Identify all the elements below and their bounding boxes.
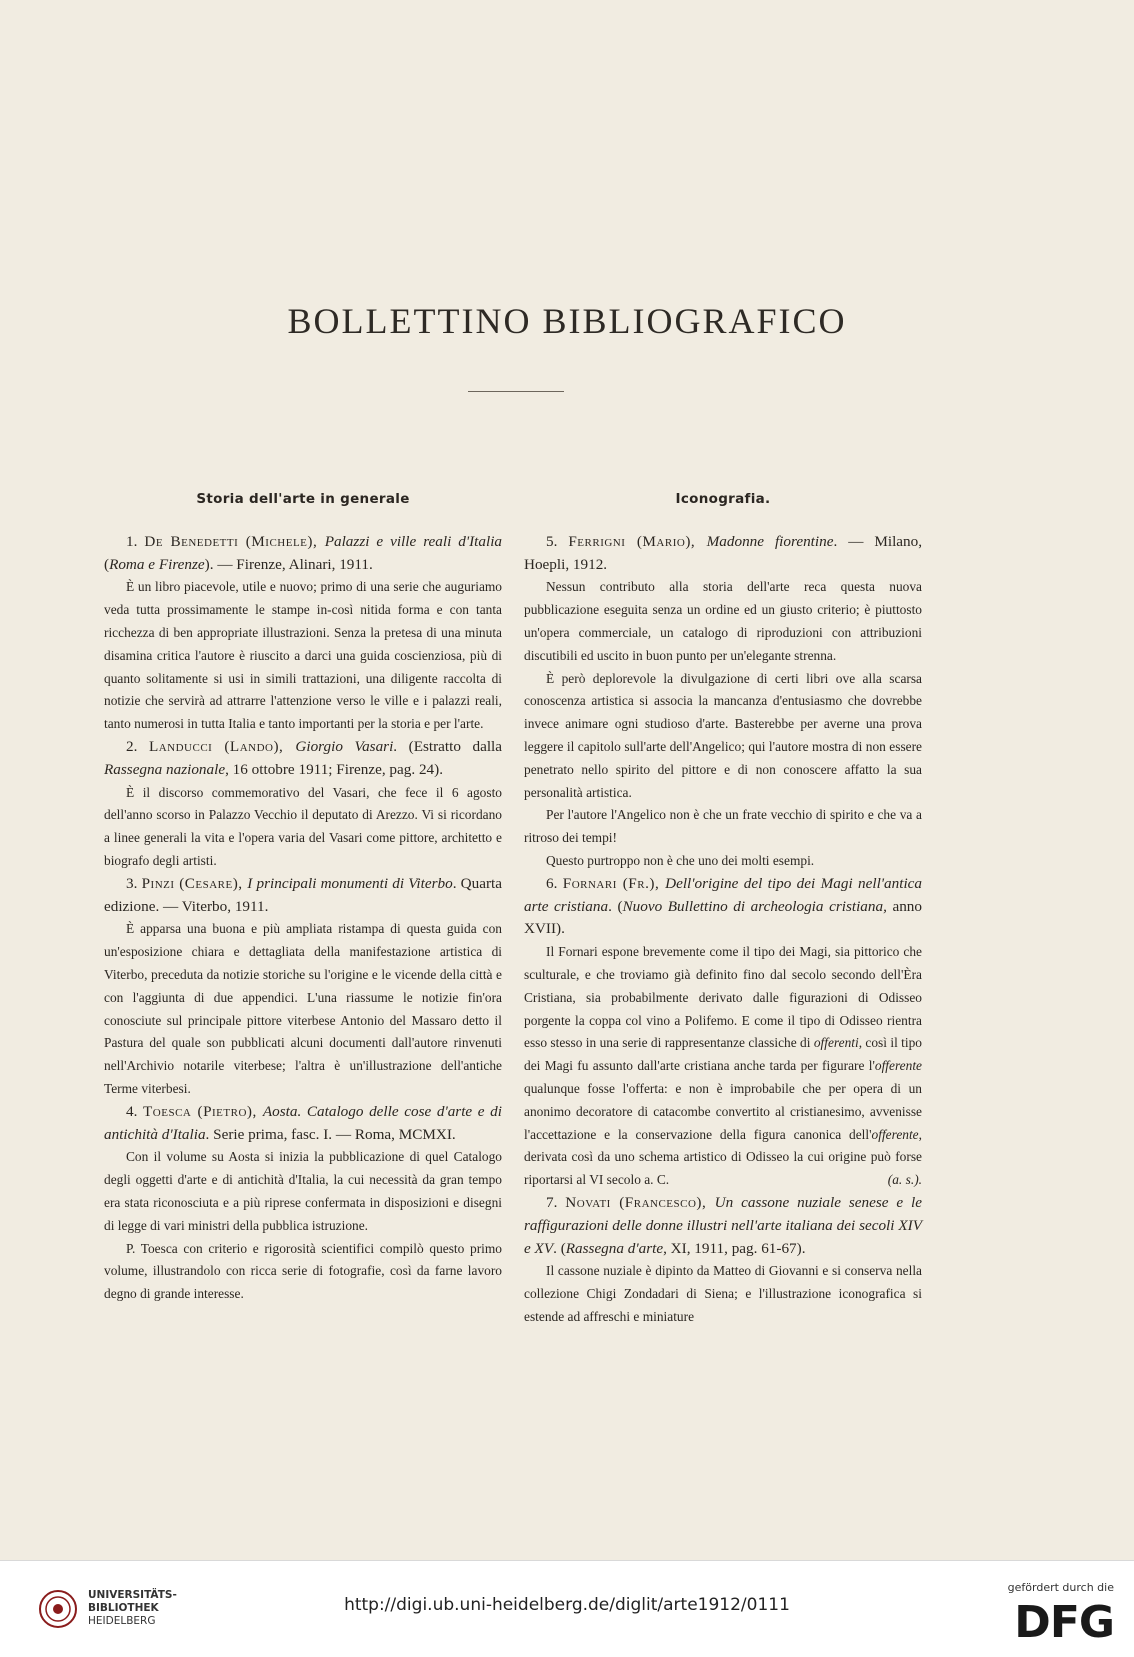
entry-title: Aosta. Catalogo delle cose d'arte e di antichità d'Italia: [104, 1102, 502, 1143]
entry-publication: anno XVII).: [524, 897, 922, 938]
text-run: , così il tipo dei Magi fu assunto dall'arte cristiana anche tarda per figurare l': [524, 1035, 922, 1074]
entry-subtitle: Roma e Firenze: [109, 555, 205, 573]
entry-author: Toesca (Pietro),: [143, 1102, 263, 1120]
entry-author: Fornari (Fr.),: [562, 874, 666, 892]
funding-note: gefördert durch die: [1007, 1581, 1114, 1594]
review-paragraph: Per l'autore l'Angelico non è che un frate vecchio di spirito e che va a ritroso dei tempi!: [524, 807, 922, 846]
entry-title: Dell'origine del tipo dei Magi nell'antica arte cristiana: [524, 874, 923, 915]
review-paragraph: È però deplorevole la divulgazione di certi libri ove alla scarsa conoscenza artistica si associa la mancanza d'entusiasmo che dovrebbe invece animare ogni studioso d'arte. Basterebbe per averne una prova leggere il capitolo sull'arte dell'Angelico; qui l'autore mostra di non essere penetrato nello spirito del pittore e di non conoscere affatto la sua personalità artistica.: [524, 670, 922, 800]
right-column: [524, 488, 922, 1329]
entry-publication: . Quarta edizione. — Viterbo, 1911.: [104, 874, 502, 915]
viewer-footer: [0, 1560, 1134, 1657]
entry-number: 4.: [126, 1102, 144, 1120]
entry-number: 7.: [546, 1193, 566, 1211]
entry-number: 1.: [126, 532, 145, 550]
review-paragraph: [524, 941, 922, 1192]
entry-subtitle: Nuovo Bullettino di archeologia cristiana,: [622, 897, 887, 915]
entry-title: Madonne fiorentine: [706, 532, 834, 550]
entry-publication: . Serie prima, fasc. I. — Roma, MCMXI.: [205, 1125, 456, 1143]
bib-entry-7: [524, 1192, 922, 1260]
entry-publication: , 16 ottobre 1911; Firenze, pag. 24).: [225, 760, 443, 778]
entry-title: Un cassone nuziale senese e le raffigurazioni delle donne illustri nell'arte italiana dei secoli XIV e XV: [524, 1193, 923, 1257]
review-paragraph: Il cassone nuziale è dipinto da Matteo di Giovanni e si conserva nella collezione Chigi Zondadari di Siena; e l'illustrazione iconografica si estende ad affreschi e miniature: [524, 1263, 922, 1324]
emphasis-offerenti: offerenti: [813, 1035, 859, 1051]
bib-entry-4: [104, 1101, 502, 1147]
emphasis-offerente: offerente: [874, 1058, 922, 1074]
entry-title: Palazzi e ville reali d'Italia: [324, 532, 503, 550]
review-paragraph: È il discorso commemorativo del Vasari, che fece il 6 agosto dell'anno scorso in Palazzo Vecchio il deputato di Arezzo. Vi si ricordano a linee generali la vita e l'opera varia del Vasari come pittore, architetto e biografo degli artisti.: [104, 784, 502, 868]
entry-subtitle: Rassegna nazionale: [104, 760, 226, 778]
section-heading-storia: Storia dell'arte in generale: [196, 491, 410, 507]
permalink-url[interactable]: http://digi.ub.uni-heidelberg.de/diglit/arte1912/0111: [344, 1595, 790, 1615]
entry-publication: , XI, 1911, pag. 61-67).: [663, 1239, 806, 1257]
title-divider: [468, 391, 564, 392]
review-paragraph: Con il volume su Aosta si inizia la pubblicazione di quel Catalogo degli oggetti d'arte e di antichità d'Italia, la cui necessità da gran tempo era stata riconosciuta e a più riprese confermata in disposizioni e disegni di legge di vari ministri della pubblica istruzione.: [104, 1149, 502, 1233]
bib-entry-6: [524, 873, 922, 941]
text-run: , derivata così da uno schema artistico di Odisseo la cui origine può forse riportarsi al VI secolo a. C.: [524, 1126, 922, 1188]
reviewer-initials: (a. s.).: [887, 1172, 922, 1188]
text-run: qualunque fosse l'offerta: e non è improbabile che per opera di un anonimo decoratore di catacombe convertito al cristianesimo, avvenisse l'accettazione e la conservazione della figura canonica dell': [524, 1080, 922, 1142]
entry-author: Novati (Francesco),: [565, 1193, 715, 1211]
library-line-2: BIBLIOTHEK: [88, 1602, 159, 1614]
bib-entry-2: [104, 736, 502, 782]
entry-number: 5.: [546, 532, 569, 550]
entry-separator: . (: [553, 1239, 566, 1257]
section-heading-iconografia: Iconografia.: [675, 491, 771, 507]
entry-author: Ferrigni (Mario),: [568, 532, 707, 550]
review-paragraph: Questo purtroppo non è che uno dei molti esempi.: [546, 852, 815, 868]
library-line-3: HEIDELBERG: [88, 1615, 156, 1627]
entry-author: Pinzi (Cesare),: [141, 874, 248, 892]
entry-author: Landucci (Lando),: [148, 737, 296, 755]
entry-subtitle: Rassegna d'arte: [565, 1239, 664, 1257]
review-paragraph: È apparsa una buona e più ampliata ristampa di questa guida con un'esposizione chiara e dettagliata della manifestazione artistica di Viterbo, preceduta da notizie storiche su l'origine e le vicende della città e con l'aggiunta di due appendici. L'una riassume le notizie fin'ora conosciute sul principale pittore viterbese Antonio del Massaro detto il Pastura del quale son pubblicati alcuni documenti dall'autore rinvenuti nell'Archivio notarile viterbese; l'altra è un'illustrazione dell'antiche Terme viterbesi.: [104, 921, 502, 1096]
entry-number: 3.: [126, 874, 142, 892]
bib-entry-3: [104, 873, 502, 919]
page-title: BOLLETTINO BIBLIOGRAFICO: [287, 301, 847, 341]
entry-author: De Benedetti (Michele),: [144, 532, 325, 550]
review-paragraph: P. Toesca con criterio e rigorosità scientifici compilò questo primo volume, illustrandolo con ricca serie di fotografie, così da farne lavoro degno di grande interesse.: [104, 1240, 502, 1302]
bib-entry-1: [104, 531, 502, 577]
emphasis-offerente: offerente: [871, 1126, 919, 1142]
entry-title: Giorgio Vasari: [295, 737, 394, 755]
entry-number: 2.: [126, 737, 149, 755]
entry-separator: (: [104, 555, 110, 573]
review-paragraph: È un libro piacevole, utile e nuovo; primo di una serie che auguriamo veda tutta prossimamente le stampe in-così nitida forma e con tanta ricchezza di ben appropriate illustrazioni. Senza la pretesa di una minuta disamina critica l'autore è riuscito a darci una guida coscienziosa, più di quanto solitamente si usi in simili trattazioni, una diligente raccolta di notizie che servirà ad attrarre l'attenzione verso le ville e i palazzi reali, tanto numerosi in tutta Italia e tanto importanti per la storia e per l'arte.: [104, 579, 502, 732]
dfg-logo: DFG: [1014, 1597, 1114, 1648]
entry-publication: . — Milano, Hoepli, 1912.: [524, 532, 923, 573]
text-run: Il Fornari espone brevemente come il tipo dei Magi, sia pittorico che sculturale, e che troviamo già definito fino dal secolo secondo dell'Èra Cristiana, sia probabilmente derivato dalle figurazioni di Odisseo porgente la coppa col vino a Polifemo. E come il tipo di Odisseo rientra esso stesso in una serie di rappresentanze classiche di: [524, 944, 922, 1051]
entry-title: I principali monumenti di Viterbo: [247, 874, 453, 892]
entry-number: 6.: [546, 874, 563, 892]
entry-separator: . (Estratto dalla: [393, 737, 502, 755]
review-paragraph: Nessun contributo alla storia dell'arte reca questa nuova pubblicazione eseguita senza un ordine ed un giusto criterio; è piuttosto un'opera commerciale, un catalogo di riproduzioni con attribuzioni discutibili ed uscito in buon punto per un'elegante strenna.: [524, 579, 922, 663]
bib-entry-5: [524, 531, 922, 577]
entry-publication: ). — Firenze, Alinari, 1911.: [204, 555, 373, 573]
library-line-1: UNIVERSITÄTS-: [88, 1589, 177, 1601]
entry-separator: . (: [608, 897, 623, 915]
left-column: [104, 488, 502, 1306]
